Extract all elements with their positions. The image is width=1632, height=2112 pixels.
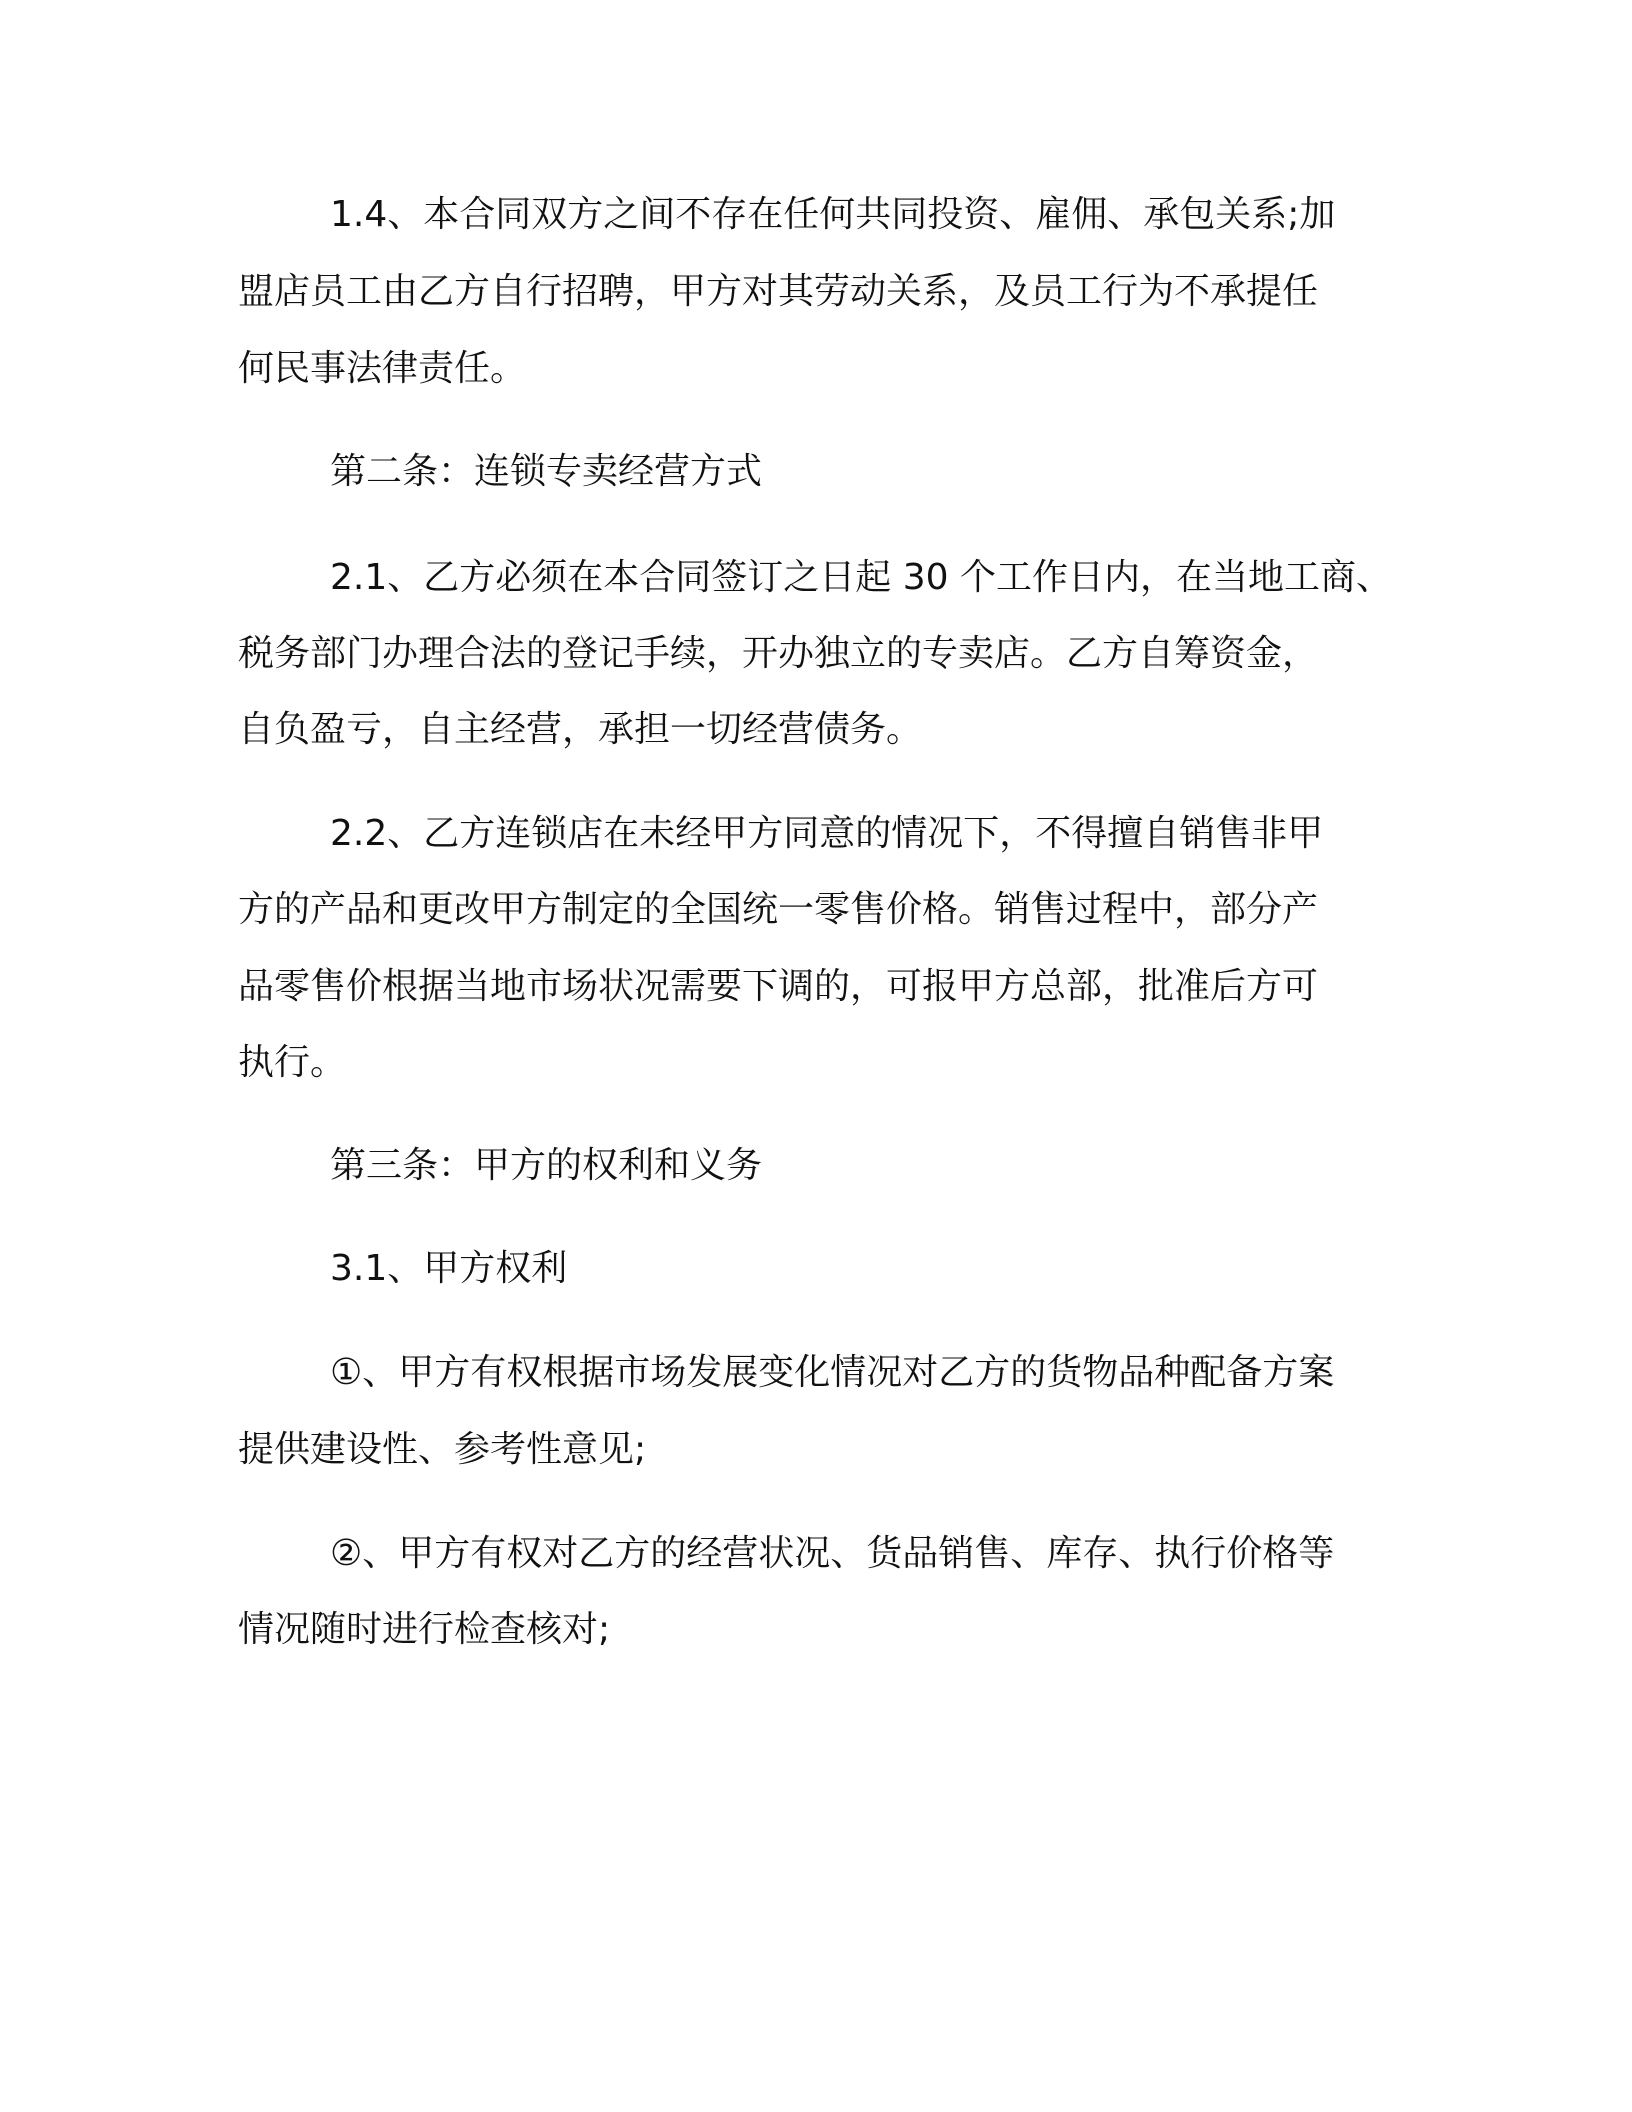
para-2-2-line-2: 方的产品和更改甲方制定的全国统一零售价格。销售过程中，部分产 xyxy=(238,889,1319,930)
para-2-1-line-1: 2.1、乙方必须在本合同签订之日起 30 个工作日内，在当地工商、 xyxy=(330,557,1392,598)
article-3-heading: 第三条：甲方的权利和义务 xyxy=(330,1145,763,1186)
para-1-4-line-2: 盟店员工由乙方自行招聘，甲方对其劳动关系，及员工行为不承提任 xyxy=(238,271,1319,312)
item-1-line-1: ①、甲方有权根据市场发展变化情况对乙方的货物品种配备方案 xyxy=(330,1352,1335,1393)
item-2-line-1: ②、甲方有权对乙方的经营状况、货品销售、库存、执行价格等 xyxy=(330,1533,1335,1574)
item-1-line-2: 提供建设性、参考性意见; xyxy=(238,1429,647,1470)
para-2-1-line-3: 自负盈亏，自主经营，承担一切经营债务。 xyxy=(238,709,923,750)
para-2-2-line-3: 品零售价根据当地市场状况需要下调的，可报甲方总部，批准后方可 xyxy=(238,966,1319,1007)
para-2-1-line-2: 税务部门办理合法的登记手续，开办独立的专卖店。乙方自筹资金， xyxy=(238,633,1319,674)
para-1-4-line-1: 1.4、本合同双方之间不存在任何共同投资、雇佣、承包关系;加 xyxy=(330,194,1336,235)
para-3-1-heading: 3.1、甲方权利 xyxy=(330,1248,568,1289)
para-2-2-line-1: 2.2、乙方连锁店在未经甲方同意的情况下，不得擅自销售非甲 xyxy=(330,813,1324,854)
item-2-line-2: 情况随时进行检查核对; xyxy=(238,1609,611,1650)
para-1-4-line-3: 何民事法律责任。 xyxy=(238,348,527,389)
article-2-heading: 第二条：连锁专卖经营方式 xyxy=(330,451,763,492)
para-2-2-line-4: 执行。 xyxy=(238,1042,347,1083)
